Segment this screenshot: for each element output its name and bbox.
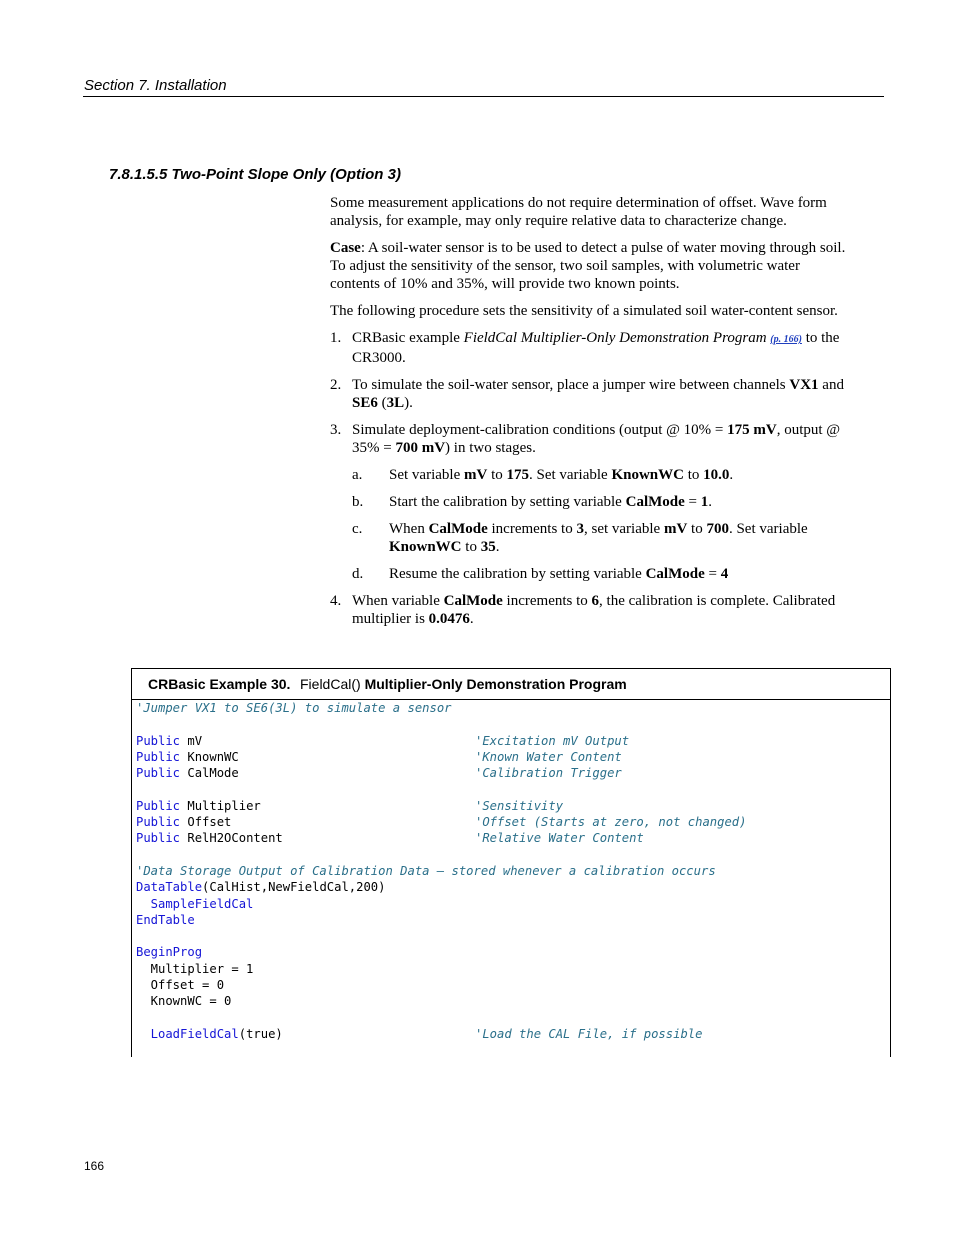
code-keyword: DataTable — [136, 880, 203, 895]
step-text: . — [708, 494, 712, 510]
code-line — [132, 733, 890, 749]
step-text: ( — [377, 395, 387, 411]
code-keyword: Public — [136, 766, 181, 781]
case-text: : A soil-water sensor is to be used to detect a pulse of water moving through soil. To adjust the sensitivity of the sensor, two soil samples, with volumetric water contents of 10% and 35%, will provide two known points. — [330, 240, 846, 292]
variable: mV — [463, 467, 488, 483]
code-line — [132, 830, 890, 846]
step-3c — [352, 520, 850, 556]
value: 1 — [700, 494, 709, 510]
step-text: Simulate deployment-calibration conditions (output @ 10% = — [352, 422, 728, 438]
section-heading: 7.8.1.5.5 Two-Point Slope Only (Option 3) — [109, 166, 401, 183]
code-keyword: BeginProg — [136, 945, 203, 960]
step-1 — [330, 329, 850, 367]
variable: KnownWC — [611, 467, 684, 483]
code-example-title — [132, 669, 890, 700]
running-header — [83, 76, 884, 97]
step-text: . — [495, 539, 500, 555]
variable: mV — [663, 521, 688, 537]
channel-name: 3L — [386, 395, 405, 411]
code-text: Offset = 0 — [136, 978, 225, 993]
step-number: 4. — [330, 593, 342, 609]
channel-name: VX1 — [789, 377, 819, 393]
code-line-blank — [132, 716, 890, 732]
code-example-box — [131, 668, 891, 1057]
step-text: Set variable — [389, 467, 464, 483]
code-keyword: Public — [136, 733, 181, 748]
case-label: Case — [330, 240, 361, 256]
code-keyword: Public — [136, 815, 181, 830]
code-comment: 'Excitation mV Output — [475, 733, 630, 748]
step-text: to — [687, 521, 707, 537]
value: 10.0 — [703, 467, 730, 483]
code-comment: 'Relative Water Content — [475, 831, 644, 846]
step-number: 1. — [330, 330, 342, 346]
step-text: to — [684, 467, 704, 483]
code-comment: 'Sensitivity — [475, 798, 564, 813]
variable: KnownWC — [389, 539, 462, 555]
title-function: FieldCal() — [300, 676, 365, 692]
code-keyword: Public — [136, 831, 181, 846]
step-text: increments to — [502, 593, 592, 609]
value: 0.0476 — [428, 611, 470, 627]
step-letter: b. — [352, 494, 364, 510]
value: 175 — [506, 467, 529, 483]
code-line — [132, 765, 890, 781]
example-label: CRBasic Example 30. — [148, 676, 291, 692]
code-line — [132, 814, 890, 830]
page-reference-link[interactable]: (p. 166) — [770, 334, 802, 345]
code-line-blank — [132, 781, 890, 797]
example-title — [300, 676, 627, 692]
step-text: ) in two stages. — [445, 440, 536, 456]
code-line — [132, 700, 890, 716]
variable: CalMode — [625, 494, 685, 510]
step-3b — [352, 493, 850, 511]
value: 35 — [480, 539, 496, 555]
step-text: = — [704, 566, 721, 582]
code-listing — [132, 700, 890, 1042]
title-text: Multiplier-Only Demonstration Program — [364, 676, 627, 692]
step-text: CRBasic example — [352, 330, 464, 346]
code-comment: 'Load the CAL File, if possible — [475, 1026, 703, 1041]
code-line — [132, 749, 890, 765]
code-text: KnownWC = 0 — [136, 994, 232, 1009]
code-comment: 'Data Storage Output of Calibration Data – stored whenever a calibration occurs — [136, 863, 716, 878]
step-text: , output @ 35% = — [352, 422, 841, 456]
variable: CalMode — [645, 566, 705, 582]
body-text — [330, 194, 850, 637]
step-letter: d. — [352, 566, 364, 582]
code-text: Multiplier = 1 — [136, 961, 254, 976]
channel-name: SE6 — [352, 395, 378, 411]
code-keyword: LoadFieldCal — [136, 1026, 239, 1041]
section-title: Section 7. Installation — [84, 77, 227, 94]
step-text: . Set variable — [728, 521, 808, 537]
sub-steps — [352, 466, 850, 583]
step-3a — [352, 466, 850, 484]
code-keyword: Public — [136, 749, 181, 764]
code-comment: 'Offset (Starts at zero, not changed) — [475, 815, 747, 830]
step-3 — [330, 421, 850, 583]
value: 3 — [576, 521, 584, 537]
code-line — [132, 798, 890, 814]
step-text: , the calibration is complete. Calibrated multiplier is — [352, 593, 836, 627]
step-2 — [330, 376, 850, 412]
page-number: 166 — [84, 1159, 105, 1173]
step-text: ). — [404, 395, 413, 411]
code-line — [132, 912, 890, 928]
step-text: to — [461, 539, 481, 555]
step-text: When — [389, 521, 429, 537]
code-line — [132, 961, 890, 977]
code-line — [132, 863, 890, 879]
code-comment: 'Jumper VX1 to SE6(3L) to simulate a sensor — [136, 701, 452, 715]
code-text: mV — [180, 733, 203, 748]
value: 700 mV — [395, 440, 446, 456]
step-text: Start the calibration by setting variable — [389, 494, 626, 510]
code-line-blank — [132, 928, 890, 944]
paragraph-case — [330, 239, 850, 293]
code-text: (true) — [238, 1026, 283, 1041]
step-text: to the CR3000. — [352, 330, 840, 366]
code-text: (CalHist,NewFieldCal,200) — [202, 880, 386, 895]
code-line — [132, 896, 890, 912]
step-number: 2. — [330, 377, 342, 393]
code-text: Offset — [180, 815, 232, 830]
step-text: , set variable — [583, 521, 664, 537]
code-comment: 'Known Water Content — [475, 749, 622, 764]
step-text: increments to — [487, 521, 577, 537]
code-keyword: EndTable — [136, 912, 195, 927]
code-line — [132, 993, 890, 1009]
code-comment: 'Calibration Trigger — [475, 766, 622, 781]
value: 6 — [591, 593, 600, 609]
variable: CalMode — [443, 593, 503, 609]
code-text: CalMode — [180, 766, 239, 781]
code-line — [132, 1026, 890, 1042]
step-text: to — [487, 467, 507, 483]
code-keyword: SampleFieldCal — [136, 896, 254, 911]
step-number: 3. — [330, 422, 342, 438]
code-text: KnownWC — [180, 749, 239, 764]
code-keyword: Public — [136, 798, 181, 813]
step-text: Resume the calibration by setting variable — [389, 566, 646, 582]
step-text: . — [729, 467, 734, 483]
step-text: = — [684, 494, 701, 510]
paragraph-procedure: The following procedure sets the sensitivity of a simulated soil water-content sensor. — [330, 303, 838, 319]
code-line-blank — [132, 847, 890, 863]
procedure-steps — [330, 329, 850, 628]
step-text: When variable — [352, 593, 444, 609]
code-text: Multiplier — [180, 798, 261, 813]
program-title: FieldCal Multiplier-Only Demonstration Program — [463, 330, 767, 346]
step-text: To simulate the soil-water sensor, place a jumper wire between channels — [352, 377, 790, 393]
value: 700 — [706, 521, 729, 537]
code-line — [132, 944, 890, 960]
step-text: . Set variable — [528, 467, 612, 483]
step-text: and — [818, 377, 844, 393]
variable: CalMode — [428, 521, 488, 537]
value: 4 — [720, 566, 729, 582]
value: 175 mV — [727, 422, 777, 438]
step-letter: c. — [352, 521, 363, 537]
step-letter: a. — [352, 467, 363, 483]
code-text: RelH2OContent — [180, 831, 283, 846]
code-line — [132, 977, 890, 993]
step-4 — [330, 592, 850, 628]
code-line — [132, 879, 890, 895]
step-text: . — [469, 611, 474, 627]
paragraph-intro: Some measurement applications do not require determination of offset. Wave form analysis, for example, may only require relative data to characterize change. — [330, 195, 827, 229]
step-3d — [352, 565, 850, 583]
code-line-blank — [132, 1010, 890, 1026]
